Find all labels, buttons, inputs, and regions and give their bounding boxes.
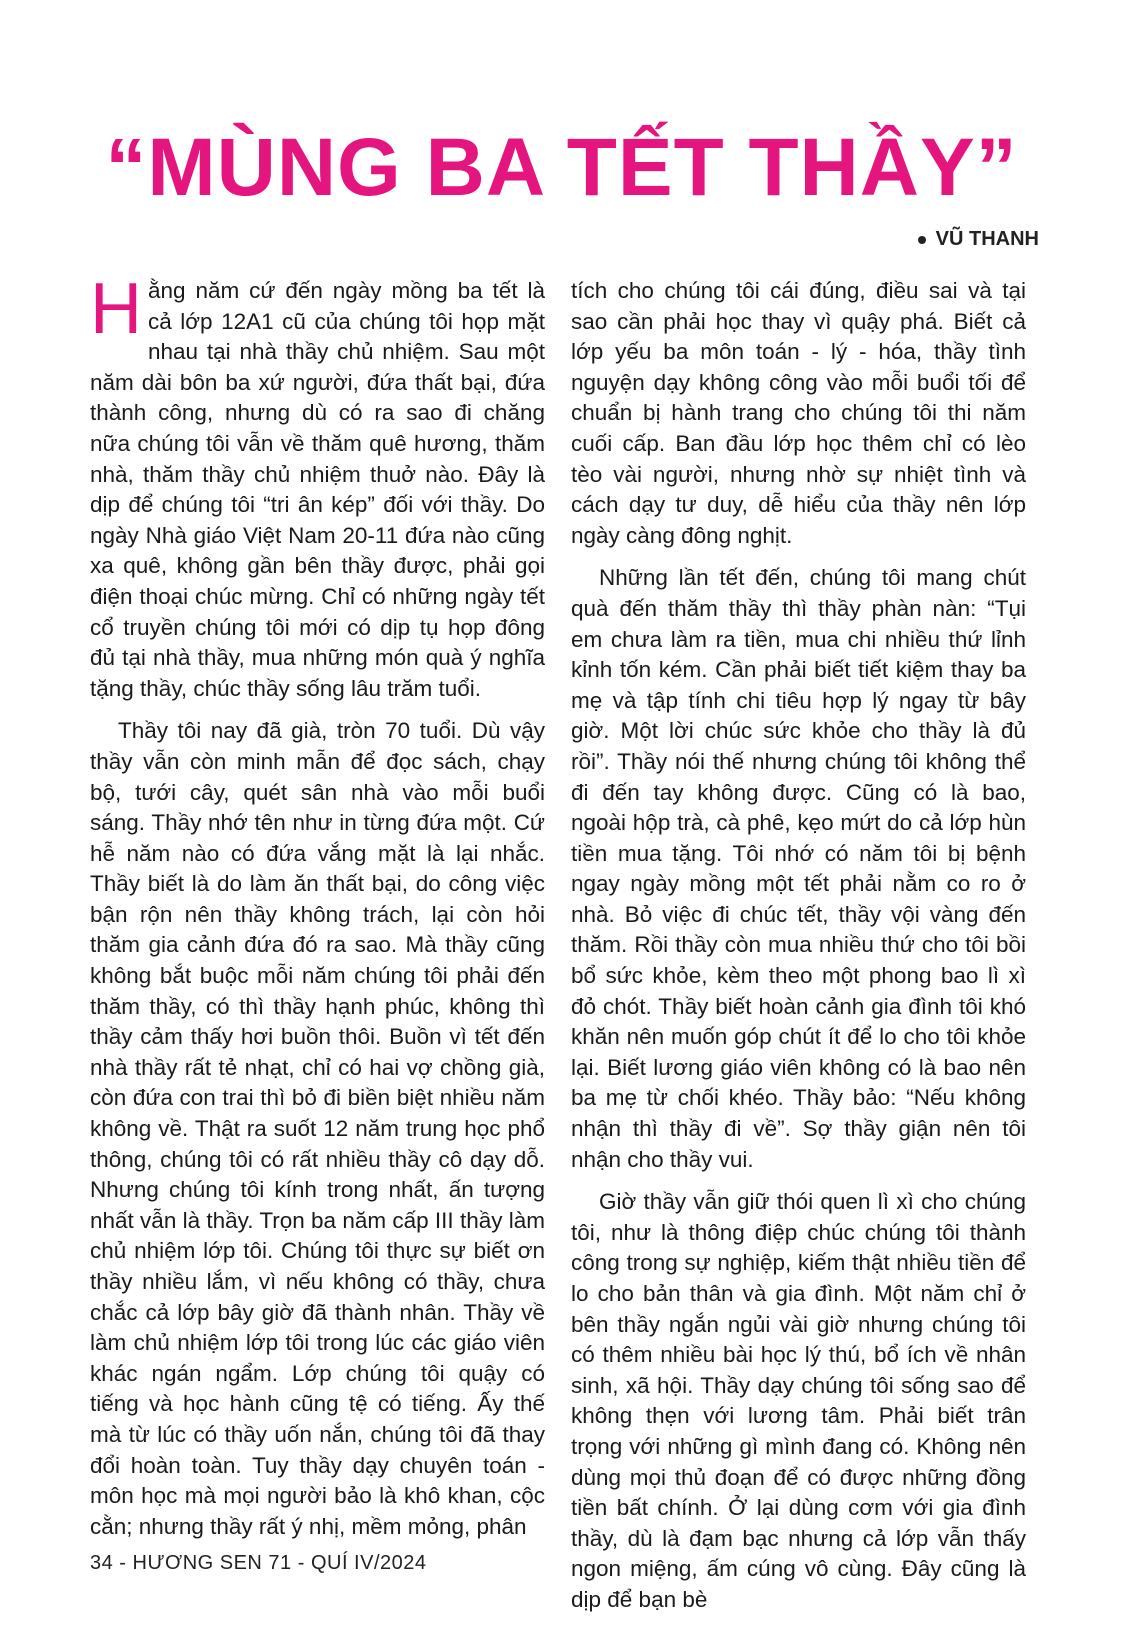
article-title: “MÙNG BA TẾT THẦY” [105, 122, 1018, 213]
left-column [90, 269, 545, 1554]
paragraph-3: Những lần tết đến, chúng tôi mang chút quà đến thăm thầy thì thầy phàn nàn: “Tụi em chưa làm ra tiền, mua chi nhiều thứ lỉnh kỉnh tốn kém. Cần phải biết tiết kiệm thay ba mẹ và tập tính chi tiêu hợp lý ngay từ bây giờ. Một lời chúc sức khỏe cho thầy là đủ rồi”. Thầy nói thế nhưng chúng tôi không thể đi đến tay không được. Cũng có là bao, ngoài hộp trà, cà phê, kẹo mứt do cả lớp hùn tiền mua tặng. Tôi nhớ có năm tôi bị bệnh ngay ngày mồng một tết phải nằm co ro ở nhà. Bỏ việc đi chúc tết, thầy vội vàng đến thăm. Rồi thầy còn mua nhiều thứ cho tôi bồi bổ sức khỏe, kèm theo một phong bao lì xì đỏ chót. Thầy biết hoàn cảnh gia đình tôi khó khăn nên muốn góp chút ít để lo cho tôi khỏe lại. Biết lương giáo viên không có là bao nên ba mẹ từ chối khéo. Thầy bảo: “Nếu không nhận thì thầy đi về”. Sợ thầy giận nên tôi nhận cho thầy vui. [571, 565, 1026, 1172]
right-column [571, 276, 1026, 1628]
page-footer: 34 - HƯƠNG SEN 71 - QUÍ IV/2024 [90, 1552, 427, 1574]
paragraph-1-text: ằng năm cứ đến ngày mồng ba tết là cả lớp 12A1 cũ của chúng tôi họp mặt nhau tại nhà thầy chủ nhiệm. Sau một năm dài bôn ba xứ người, đứa thất bại, đứa thành công, nhưng dù có ra sao đi chăng nữa chúng tôi vẫn về thăm quê hương, thăm nhà, thăm thầy chủ nhiệm thuở nào. Đây là dịp để chúng tôi “tri ân kép” đối với thầy. Do ngày Nhà giáo Việt Nam 20-11 đứa nào cũng xa quê, không gần bên thầy được, phải gọi điện thoại chúc mừng. Chỉ có những ngày tết cổ truyền chúng tôi mới có dịp tụ họp đông đủ tại nhà thầy, mua những món quà ý nghĩa tặng thầy, chúc thầy sống lâu trăm tuổi. [90, 278, 545, 701]
drop-cap: H [90, 269, 142, 349]
author-name: VŨ THANH [935, 228, 1039, 250]
paragraph-2-continued: tích cho chúng tôi cái đúng, điều sai và tại sao cần phải học thay vì quậy phá. Biết cả lớp yếu ba môn toán - lý - hóa, thầy tình nguyện dạy không công vào mỗi buổi tối để chuẩn bị hành trang cho chúng tôi thi năm cuối cấp. Ban đầu lớp học thêm chỉ có lèo tèo vài người, nhưng nhờ sự nhiệt tình và cách dạy tư duy, dễ hiểu của thầy nên lớp ngày càng đông nghịt. [571, 278, 1026, 548]
paragraph-2: Thầy tôi nay đã già, tròn 70 tuổi. Dù vậy thầy vẫn còn minh mẫn để đọc sách, chạy bộ, tưới cây, quét sân nhà vào mỗi buổi sáng. Thầy nhớ tên như in từng đứa một. Cứ hễ năm nào có đứa vắng mặt là lại nhắc. Thầy biết là do làm ăn thất bại, do công việc bận rộn nên thầy không trách, lại còn hỏi thăm gia cảnh đứa đó ra sao. Mà thầy cũng không bắt buộc mỗi năm chúng tôi phải đến thăm thầy, có thì thầy hạnh phúc, không thì thầy cảm thấy hơi buồn thôi. Buồn vì tết đến nhà thầy rất tẻ nhạt, chỉ có hai vợ chồng già, còn đứa con trai thì bỏ đi biền biệt nhiều năm không về. Thật ra suốt 12 năm trung học phổ thông, chúng tôi có rất nhiều thầy cô dạy dỗ. Nhưng chúng tôi kính trong nhất, ấn tượng nhất vẫn là thầy. Trọn ba năm cấp III thầy làm chủ nhiệm lớp tôi. Chúng tôi thực sự biết ơn thầy nhiều lắm, vì nếu không có thầy, chưa chắc cả lớp bây giờ đã thành nhân. Thầy về làm chủ nhiệm lớp tôi trong lúc các giáo viên khác ngán ngẩm. Lớp chúng tôi quậy có tiếng và học hành cũng tệ có tiếng. Ấy thế mà từ lúc có thầy uốn nắn, chúng tôi đã thay đổi hoàn toàn. Tuy thầy dạy chuyên toán - môn học mà mọi người bảo là khô khan, cộc cằn; nhưng thầy rất ý nhị, mềm mỏng, phân [90, 718, 545, 1539]
bullet-icon [918, 236, 926, 244]
byline [918, 228, 1039, 251]
paragraph-4: Giờ thầy vẫn giữ thói quen lì xì cho chúng tôi, như là thông điệp chúc chúng tôi thành công trong sự nghiệp, kiếm thật nhiều tiền để lo cho bản thân và gia đình. Một năm chỉ ở bên thầy ngắn ngủi vài giờ nhưng chúng tôi có thêm nhiều bài học lý thú, bổ ích về nhân sinh, xã hội. Thầy dạy chúng tôi sống sao để không thẹn với lương tâm. Phải biết trân trọng với những gì mình đang có. Không nên dùng mọi thủ đoạn để có được những đồng tiền bất chính. Ở lại dùng cơm với gia đình thầy, dù là đạm bạc nhưng cả lớp vẫn thấy ngon miệng, ấm cúng vô cùng. Đây cũng là dịp để bạn bè [571, 1189, 1026, 1612]
paragraph-1 [90, 269, 545, 704]
